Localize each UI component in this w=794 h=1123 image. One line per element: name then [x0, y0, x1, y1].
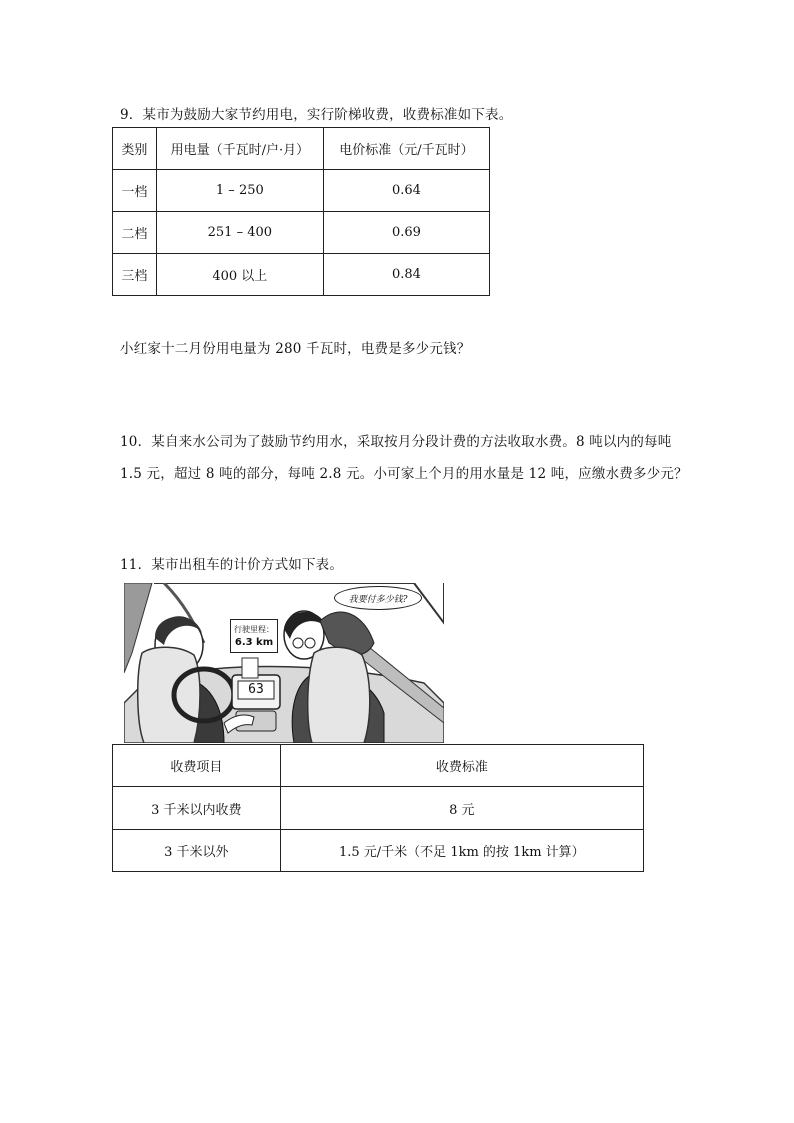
- header-cell: 用电量（千瓦时/户·月）: [156, 128, 323, 170]
- table-cell: 1 – 250: [156, 170, 323, 212]
- table-header-row: [113, 745, 644, 787]
- question-9-title: 9．某市为鼓励大家节约用电，实行阶梯收费，收费标准如下表。: [120, 107, 513, 123]
- header-cell: 收费标准: [280, 745, 643, 787]
- table-cell: 251 – 400: [156, 212, 323, 254]
- taxi-illustration: [124, 583, 444, 743]
- header-cell: 类别: [113, 128, 157, 170]
- question-11-title: 11．某市出租车的计价方式如下表。: [120, 557, 344, 573]
- header-cell: 电价标准（元/千瓦时）: [323, 128, 489, 170]
- question-9-prompt: 小红家十二月份用电量为 280 千瓦时，电费是多少元钱？: [120, 341, 471, 357]
- meter-callout: [230, 619, 278, 653]
- table-cell: 三档: [113, 254, 157, 296]
- question-10-line-1: 10．某自来水公司为了鼓励节约用水，采取按月分段计费的方法收取水费。8 吨以内的每吨: [120, 434, 672, 450]
- table-row: [113, 170, 490, 212]
- question-10-line-2: 1.5 元，超过 8 吨的部分，每吨 2.8 元。小可家上个月的用水量是 12 吨，应缴水费多少元？: [120, 466, 688, 482]
- table-cell: 0.64: [323, 170, 489, 212]
- table-cell: 一档: [113, 170, 157, 212]
- table-row: [113, 254, 490, 296]
- electricity-price-table: [112, 127, 490, 296]
- table-row: [113, 212, 490, 254]
- table-cell: 1.5 元/千米（不足 1km 的按 1km 计算）: [280, 830, 643, 872]
- table-cell: 3 千米以外: [113, 830, 281, 872]
- table-row: [113, 787, 644, 830]
- table-cell: 0.69: [323, 212, 489, 254]
- table-header-row: [113, 128, 490, 170]
- table-cell: 3 千米以内收费: [113, 787, 281, 830]
- taxi-fare-table: [112, 744, 644, 872]
- meter-label: 行驶里程：: [234, 625, 274, 634]
- table-row: [113, 830, 644, 872]
- meter-distance: 6.3 km: [234, 637, 274, 648]
- table-cell: 二档: [113, 212, 157, 254]
- meter-display: 63: [248, 682, 264, 697]
- table-cell: 8 元: [280, 787, 643, 830]
- speech-bubble: 我要付多少钱?: [334, 586, 422, 610]
- table-cell: 400 以上: [156, 254, 323, 296]
- header-cell: 收费项目: [113, 745, 281, 787]
- table-cell: 0.84: [323, 254, 489, 296]
